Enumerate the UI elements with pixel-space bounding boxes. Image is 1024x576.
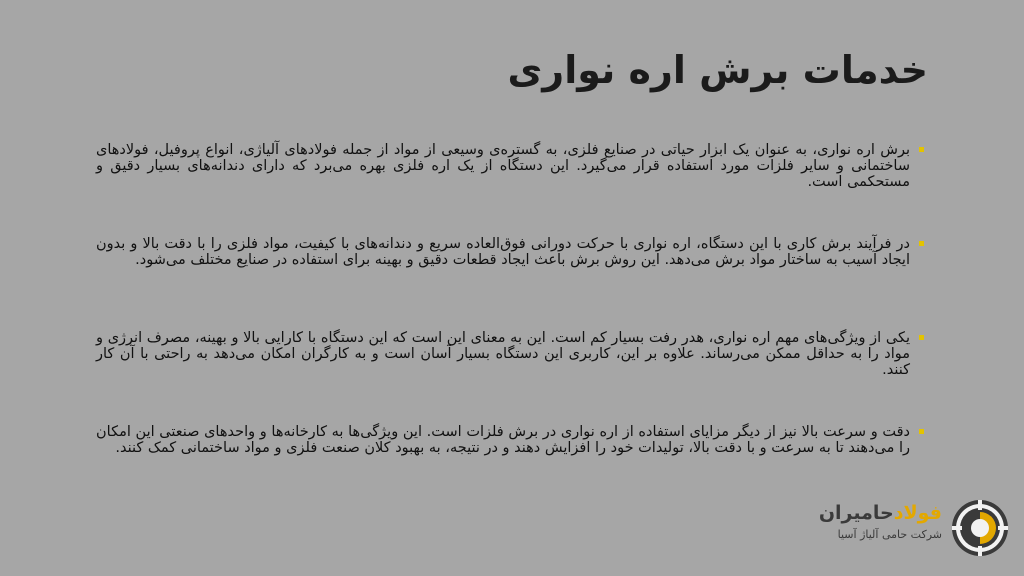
logo-text	[819, 502, 942, 541]
paragraph-text: یکی از ویژگی‌های مهم اره نواری، هدر رفت بسیار کم است. این به معنای این است که این دستگاه با کارایی بالا و بهینه، مصرف انرژی و مواد را به حداقل ممکن می‌رساند. علاوه بر این، کاربری این دستگاه بسیار آسان است و به کارگران امکان می‌دهد به راحتی با آن کار کنند.	[96, 330, 910, 378]
bullet-paragraph-4	[96, 424, 924, 456]
company-logo	[820, 496, 1010, 562]
bullet-paragraph-2	[96, 236, 924, 268]
company-emblem-icon	[950, 498, 1010, 558]
slide-title: خدمات برش اره نواری	[507, 48, 928, 92]
bullet-paragraph-1	[96, 142, 924, 190]
bullet-icon	[919, 147, 924, 152]
logo-subtitle: شرکت حامی آلیاژ آسیا	[837, 528, 942, 541]
logo-name-part2: حامیران	[818, 502, 894, 524]
bullet-icon	[919, 429, 924, 434]
paragraph-text: برش اره نواری، به عنوان یک ابزار حیاتی در صنایع فلزی، به گستره‌ی وسیعی از مواد از جمله فولادهای آلیاژی، انواع پروفیل، فولادهای ساختمانی و سایر فلزات مورد استفاده قرار می‌گیرد. این دستگاه از یک اره فلزی بهره می‌برد که دارای دندانه‌های بسیار دقیق و مستحکمی است.	[96, 142, 910, 190]
bullet-icon	[919, 335, 924, 340]
bullet-paragraph-3	[96, 330, 924, 378]
logo-name-part1: فولاد	[893, 502, 942, 524]
paragraph-text: در فرآیند برش کاری با این دستگاه، اره نواری با حرکت دورانی فوق‌العاده سریع و دندانه‌های با کیفیت، مواد فلزی را با دقت بالا و بدون ایجاد آسیب به ساختار مواد برش می‌دهد. این روش برش باعث ایجاد قطعات دقیق و بهینه برای استفاده در صنایع مختلف می‌شود.	[96, 236, 910, 268]
bullet-icon	[919, 241, 924, 246]
paragraph-text: دقت و سرعت بالا نیز از دیگر مزایای استفاده از اره نواری در برش فلزات است. این ویژگی‌ها به کارخانه‌ها و واحدهای صنعتی این امکان را می‌دهند تا به سرعت و با دقت بالا، تولیدات خود را افزایش دهند و در نتیجه، به بهبود کلان صنعت فلزی و مواد ساختمانی کمک کنند.	[96, 424, 910, 456]
logo-name	[819, 502, 942, 524]
